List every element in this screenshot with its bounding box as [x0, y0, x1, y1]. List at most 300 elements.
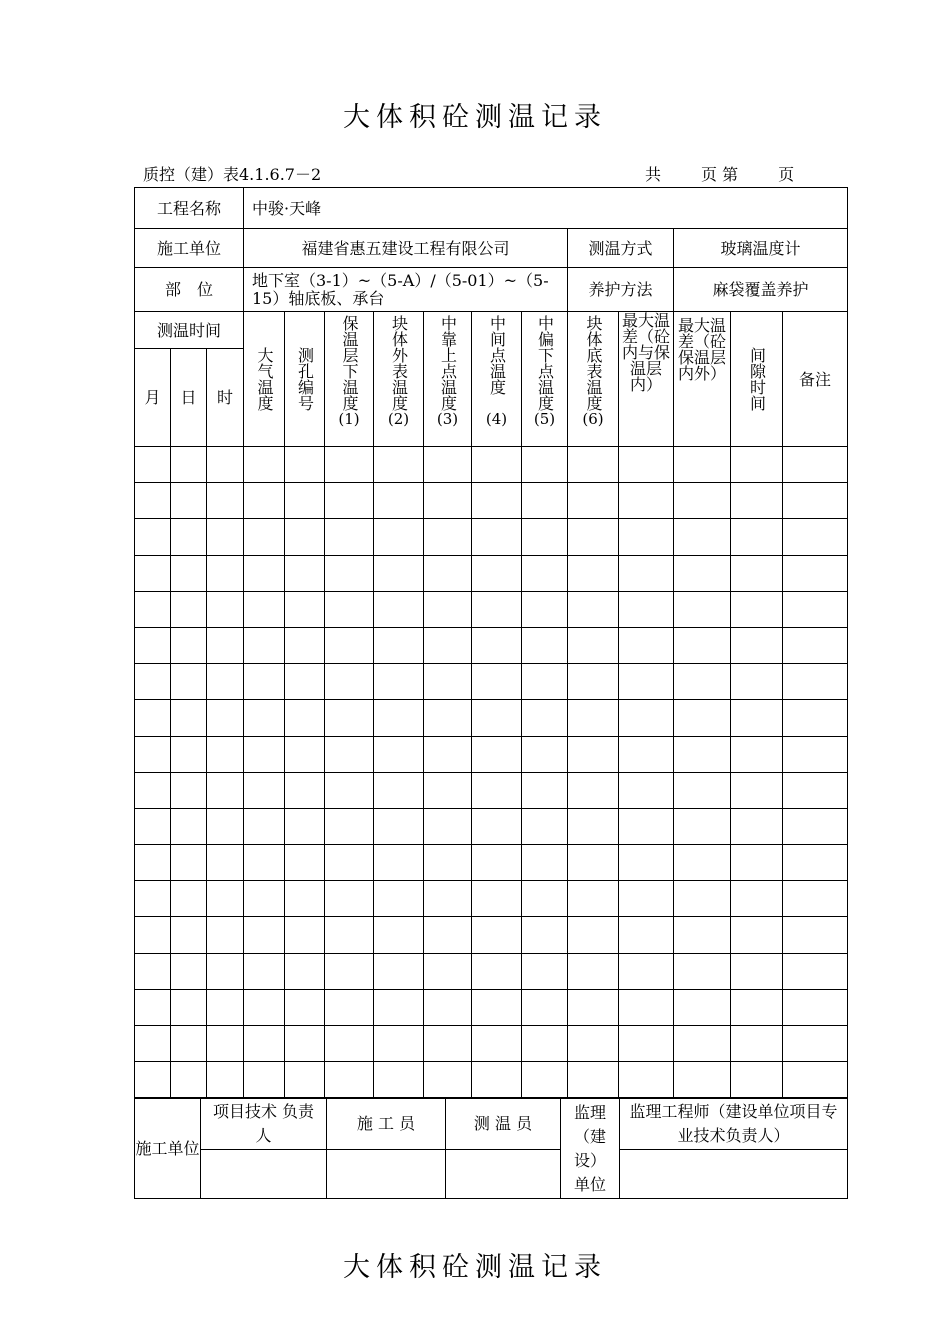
- table-cell[interactable]: [568, 627, 619, 663]
- table-cell[interactable]: [674, 591, 731, 627]
- table-cell[interactable]: [674, 989, 731, 1025]
- table-cell[interactable]: [424, 989, 472, 1025]
- table-cell[interactable]: [424, 1026, 472, 1062]
- table-cell[interactable]: [674, 953, 731, 989]
- table-cell[interactable]: [285, 700, 325, 736]
- table-cell[interactable]: [783, 483, 848, 519]
- table-cell[interactable]: [244, 1026, 285, 1062]
- table-cell[interactable]: [472, 881, 522, 917]
- table-cell[interactable]: [619, 700, 674, 736]
- table-cell[interactable]: [619, 627, 674, 663]
- table-cell[interactable]: [472, 664, 522, 700]
- table-cell[interactable]: [244, 1062, 285, 1098]
- table-cell[interactable]: [285, 917, 325, 953]
- table-cell[interactable]: [731, 772, 783, 808]
- table-cell[interactable]: [244, 555, 285, 591]
- table-cell[interactable]: [207, 1026, 244, 1062]
- table-cell[interactable]: [424, 483, 472, 519]
- table-cell[interactable]: [244, 700, 285, 736]
- table-cell[interactable]: [285, 881, 325, 917]
- table-cell[interactable]: [424, 953, 472, 989]
- table-cell[interactable]: [674, 519, 731, 555]
- table-cell[interactable]: [619, 591, 674, 627]
- table-cell[interactable]: [244, 917, 285, 953]
- table-cell[interactable]: [135, 808, 171, 844]
- table-cell[interactable]: [522, 664, 568, 700]
- table-cell[interactable]: [285, 845, 325, 881]
- table-cell[interactable]: [244, 808, 285, 844]
- table-cell[interactable]: [171, 483, 207, 519]
- table-row: [135, 1026, 848, 1062]
- table-cell[interactable]: [374, 736, 424, 772]
- table-row: [135, 447, 848, 483]
- table-cell[interactable]: [568, 700, 619, 736]
- table-cell[interactable]: [619, 519, 674, 555]
- table-cell[interactable]: [731, 845, 783, 881]
- table-cell[interactable]: [244, 989, 285, 1025]
- table-cell[interactable]: [568, 555, 619, 591]
- table-cell[interactable]: [619, 1026, 674, 1062]
- table-cell[interactable]: [171, 664, 207, 700]
- table-cell[interactable]: [374, 664, 424, 700]
- table-cell[interactable]: [374, 808, 424, 844]
- table-cell[interactable]: [325, 555, 374, 591]
- table-cell[interactable]: [171, 555, 207, 591]
- table-cell[interactable]: [522, 1062, 568, 1098]
- table-cell[interactable]: [325, 736, 374, 772]
- table-cell[interactable]: [374, 881, 424, 917]
- table-cell[interactable]: [325, 953, 374, 989]
- table-cell[interactable]: [207, 881, 244, 917]
- table-cell[interactable]: [783, 591, 848, 627]
- table-cell[interactable]: [285, 772, 325, 808]
- table-cell[interactable]: [472, 808, 522, 844]
- table-cell[interactable]: [325, 627, 374, 663]
- table-cell[interactable]: [424, 447, 472, 483]
- table-cell[interactable]: [674, 700, 731, 736]
- table-cell[interactable]: [171, 1026, 207, 1062]
- table-cell[interactable]: [244, 447, 285, 483]
- table-cell[interactable]: [472, 700, 522, 736]
- table-cell[interactable]: [731, 1026, 783, 1062]
- table-cell[interactable]: [244, 627, 285, 663]
- table-cell[interactable]: [207, 627, 244, 663]
- table-cell[interactable]: [674, 808, 731, 844]
- table-cell[interactable]: [731, 700, 783, 736]
- table-cell[interactable]: [171, 881, 207, 917]
- table-cell[interactable]: [285, 591, 325, 627]
- table-cell[interactable]: [674, 1062, 731, 1098]
- table-cell[interactable]: [171, 736, 207, 772]
- table-cell[interactable]: [522, 519, 568, 555]
- table-cell[interactable]: [783, 1026, 848, 1062]
- table-cell[interactable]: [244, 736, 285, 772]
- table-cell[interactable]: [285, 519, 325, 555]
- table-cell[interactable]: [325, 772, 374, 808]
- table-cell[interactable]: [568, 664, 619, 700]
- table-cell[interactable]: [472, 845, 522, 881]
- table-cell[interactable]: [207, 772, 244, 808]
- table-cell[interactable]: [568, 881, 619, 917]
- table-cell[interactable]: [207, 483, 244, 519]
- table-cell[interactable]: [783, 808, 848, 844]
- table-cell[interactable]: [424, 736, 472, 772]
- maxdiff-out-header: 最大温差（砼保温层内外）: [674, 312, 731, 447]
- table-cell[interactable]: [568, 519, 619, 555]
- table-cell[interactable]: [171, 1062, 207, 1098]
- table-cell[interactable]: [568, 736, 619, 772]
- table-cell[interactable]: [285, 627, 325, 663]
- table-cell[interactable]: [783, 881, 848, 917]
- table-cell[interactable]: [674, 627, 731, 663]
- table-cell[interactable]: [522, 627, 568, 663]
- table-cell[interactable]: [522, 845, 568, 881]
- table-cell[interactable]: [783, 736, 848, 772]
- page-nth-label: 第: [722, 165, 739, 184]
- table-cell[interactable]: [171, 772, 207, 808]
- table-cell[interactable]: [472, 1062, 522, 1098]
- table-cell[interactable]: [783, 917, 848, 953]
- table-cell[interactable]: [325, 447, 374, 483]
- table-cell[interactable]: [374, 627, 424, 663]
- table-cell[interactable]: [325, 519, 374, 555]
- table-cell[interactable]: [568, 1026, 619, 1062]
- table-cell[interactable]: [472, 772, 522, 808]
- table-cell[interactable]: [325, 664, 374, 700]
- table-cell[interactable]: [171, 519, 207, 555]
- table-cell[interactable]: [285, 555, 325, 591]
- table-cell[interactable]: [207, 700, 244, 736]
- table-cell[interactable]: [674, 664, 731, 700]
- table-cell[interactable]: [424, 591, 472, 627]
- table-cell[interactable]: [135, 989, 171, 1025]
- project-label: 工程名称: [135, 188, 244, 229]
- footer-measurer-sign[interactable]: [446, 1150, 561, 1199]
- table-cell[interactable]: [244, 483, 285, 519]
- table-cell[interactable]: [472, 989, 522, 1025]
- table-cell[interactable]: [619, 917, 674, 953]
- table-cell[interactable]: [171, 591, 207, 627]
- table-cell[interactable]: [522, 555, 568, 591]
- table-cell[interactable]: [619, 808, 674, 844]
- table-cell[interactable]: [135, 736, 171, 772]
- table-cell[interactable]: [731, 555, 783, 591]
- table-cell[interactable]: [783, 700, 848, 736]
- table-cell[interactable]: [135, 1026, 171, 1062]
- table-cell[interactable]: [171, 989, 207, 1025]
- table-cell[interactable]: [522, 917, 568, 953]
- table-cell[interactable]: [424, 627, 472, 663]
- table-cell[interactable]: [522, 483, 568, 519]
- table-cell[interactable]: [674, 555, 731, 591]
- table-cell[interactable]: [619, 953, 674, 989]
- table-cell[interactable]: [135, 700, 171, 736]
- table-cell[interactable]: [619, 483, 674, 519]
- table-cell[interactable]: [325, 483, 374, 519]
- table-cell[interactable]: [171, 808, 207, 844]
- table-cell[interactable]: [674, 845, 731, 881]
- table-cell[interactable]: [522, 808, 568, 844]
- curing-value: 麻袋覆盖养护: [674, 268, 848, 312]
- table-cell[interactable]: [783, 953, 848, 989]
- table-cell[interactable]: [424, 519, 472, 555]
- footer-worker-sign[interactable]: [327, 1150, 446, 1199]
- table-cell[interactable]: [568, 483, 619, 519]
- table-cell[interactable]: [472, 917, 522, 953]
- table-cell[interactable]: [171, 627, 207, 663]
- table-cell[interactable]: [285, 989, 325, 1025]
- time-header: 测温时间: [135, 312, 244, 349]
- table-cell[interactable]: [783, 555, 848, 591]
- table-cell[interactable]: [472, 555, 522, 591]
- table-cell[interactable]: [472, 447, 522, 483]
- table-cell[interactable]: [135, 591, 171, 627]
- table-cell[interactable]: [522, 1026, 568, 1062]
- table-cell[interactable]: [674, 917, 731, 953]
- table-cell[interactable]: [731, 917, 783, 953]
- table-row: [135, 1062, 848, 1098]
- table-cell[interactable]: [731, 447, 783, 483]
- table-cell[interactable]: [619, 447, 674, 483]
- table-cell[interactable]: [135, 519, 171, 555]
- table-cell[interactable]: [731, 1062, 783, 1098]
- table-cell[interactable]: [522, 700, 568, 736]
- table-cell[interactable]: [207, 845, 244, 881]
- table-cell[interactable]: [731, 736, 783, 772]
- table-cell[interactable]: [171, 845, 207, 881]
- table-cell[interactable]: [522, 447, 568, 483]
- table-cell[interactable]: [783, 519, 848, 555]
- table-cell[interactable]: [325, 1026, 374, 1062]
- table-cell[interactable]: [135, 555, 171, 591]
- table-cell[interactable]: [424, 772, 472, 808]
- footer-tech-lead-sign[interactable]: [201, 1150, 327, 1199]
- table-cell[interactable]: [568, 808, 619, 844]
- table-cell[interactable]: [783, 627, 848, 663]
- table-cell[interactable]: [522, 736, 568, 772]
- table-cell[interactable]: [325, 1062, 374, 1098]
- table-cell[interactable]: [374, 591, 424, 627]
- table-cell[interactable]: [568, 989, 619, 1025]
- table-cell[interactable]: [424, 555, 472, 591]
- table-cell[interactable]: [472, 627, 522, 663]
- table-cell[interactable]: [285, 736, 325, 772]
- table-cell[interactable]: [285, 953, 325, 989]
- table-cell[interactable]: [285, 1026, 325, 1062]
- table-cell[interactable]: [619, 881, 674, 917]
- table-cell[interactable]: [244, 772, 285, 808]
- table-cell[interactable]: [135, 483, 171, 519]
- table-cell[interactable]: [674, 447, 731, 483]
- table-cell[interactable]: [783, 845, 848, 881]
- table-cell[interactable]: [325, 591, 374, 627]
- table-cell[interactable]: [424, 881, 472, 917]
- table-cell[interactable]: [325, 808, 374, 844]
- table-cell[interactable]: [285, 1062, 325, 1098]
- table-cell[interactable]: [135, 845, 171, 881]
- table-cell[interactable]: [619, 845, 674, 881]
- table-cell[interactable]: [783, 447, 848, 483]
- table-cell[interactable]: [374, 447, 424, 483]
- table-cell[interactable]: [244, 845, 285, 881]
- table-cell[interactable]: [374, 1062, 424, 1098]
- table-row: [135, 483, 848, 519]
- table-cell[interactable]: [731, 953, 783, 989]
- table-cell[interactable]: [568, 591, 619, 627]
- table-cell[interactable]: [135, 917, 171, 953]
- table-cell[interactable]: [424, 700, 472, 736]
- footer-engineer-sign[interactable]: [620, 1150, 848, 1199]
- table-cell[interactable]: [674, 1026, 731, 1062]
- table-cell[interactable]: [731, 881, 783, 917]
- table-cell[interactable]: [207, 1062, 244, 1098]
- table-cell[interactable]: [568, 772, 619, 808]
- footer-measurer-label: 测 温 员: [446, 1099, 561, 1150]
- table-cell[interactable]: [244, 953, 285, 989]
- location-value: 地下室（3-1）~（5-A）/（5-01）~（5-15）轴底板、承台: [244, 268, 568, 312]
- footer-engineer-label: 监理工程师（建设单位项目专业技术负责人）: [620, 1099, 848, 1150]
- table-cell[interactable]: [568, 917, 619, 953]
- table-cell[interactable]: [207, 736, 244, 772]
- table-cell[interactable]: [783, 664, 848, 700]
- table-cell[interactable]: [207, 447, 244, 483]
- table-cell[interactable]: [674, 483, 731, 519]
- table-cell[interactable]: [207, 591, 244, 627]
- table-cell[interactable]: [374, 483, 424, 519]
- table-cell[interactable]: [374, 555, 424, 591]
- table-cell[interactable]: [424, 917, 472, 953]
- table-cell[interactable]: [731, 664, 783, 700]
- table-cell[interactable]: [171, 447, 207, 483]
- table-cell[interactable]: [674, 736, 731, 772]
- table-cell[interactable]: [619, 772, 674, 808]
- month-header: 月: [135, 349, 171, 447]
- table-cell[interactable]: [472, 519, 522, 555]
- table-cell[interactable]: [374, 989, 424, 1025]
- table-row: [135, 953, 848, 989]
- table-cell[interactable]: [424, 808, 472, 844]
- table-cell[interactable]: [472, 591, 522, 627]
- c6-header: 块体底表温度 (6): [568, 312, 619, 447]
- table-cell[interactable]: [424, 845, 472, 881]
- table-cell[interactable]: [522, 881, 568, 917]
- table-cell[interactable]: [171, 953, 207, 989]
- table-cell[interactable]: [374, 953, 424, 989]
- table-cell[interactable]: [472, 736, 522, 772]
- table-cell[interactable]: [731, 808, 783, 844]
- table-cell[interactable]: [568, 953, 619, 989]
- table-cell[interactable]: [619, 1062, 674, 1098]
- table-cell[interactable]: [135, 953, 171, 989]
- table-cell[interactable]: [731, 989, 783, 1025]
- table-cell[interactable]: [135, 447, 171, 483]
- table-cell[interactable]: [207, 917, 244, 953]
- table-cell[interactable]: [135, 664, 171, 700]
- table-cell[interactable]: [135, 1062, 171, 1098]
- table-cell[interactable]: [325, 917, 374, 953]
- table-cell[interactable]: [619, 989, 674, 1025]
- table-cell[interactable]: [374, 772, 424, 808]
- table-cell[interactable]: [207, 953, 244, 989]
- table-cell[interactable]: [674, 772, 731, 808]
- table-cell[interactable]: [522, 591, 568, 627]
- table-cell[interactable]: [207, 519, 244, 555]
- table-cell[interactable]: [285, 808, 325, 844]
- table-cell[interactable]: [325, 989, 374, 1025]
- table-cell[interactable]: [731, 591, 783, 627]
- table-row: [135, 664, 848, 700]
- table-cell[interactable]: [207, 808, 244, 844]
- table-cell[interactable]: [207, 664, 244, 700]
- table-cell[interactable]: [472, 483, 522, 519]
- table-cell[interactable]: [285, 483, 325, 519]
- table-row: [135, 808, 848, 844]
- table-cell[interactable]: [731, 627, 783, 663]
- table-cell[interactable]: [207, 555, 244, 591]
- table-cell[interactable]: [325, 700, 374, 736]
- table-cell[interactable]: [135, 627, 171, 663]
- contractor-value: 福建省惠五建设工程有限公司: [244, 229, 568, 268]
- table-cell[interactable]: [244, 664, 285, 700]
- table-cell[interactable]: [135, 772, 171, 808]
- table-cell[interactable]: [783, 989, 848, 1025]
- table-cell[interactable]: [674, 881, 731, 917]
- table-row: [135, 845, 848, 881]
- table-cell[interactable]: [619, 555, 674, 591]
- table-cell[interactable]: [568, 845, 619, 881]
- table-row: [135, 736, 848, 772]
- table-cell[interactable]: [374, 1026, 424, 1062]
- table-cell[interactable]: [374, 519, 424, 555]
- data-rows: [135, 447, 848, 1098]
- table-cell[interactable]: [325, 845, 374, 881]
- table-cell[interactable]: [135, 881, 171, 917]
- table-cell[interactable]: [207, 989, 244, 1025]
- table-cell[interactable]: [171, 917, 207, 953]
- table-cell[interactable]: [374, 845, 424, 881]
- table-cell[interactable]: [783, 1062, 848, 1098]
- table-cell[interactable]: [522, 772, 568, 808]
- table-cell[interactable]: [285, 447, 325, 483]
- table-cell[interactable]: [568, 1062, 619, 1098]
- table-cell[interactable]: [325, 881, 374, 917]
- table-cell[interactable]: [522, 989, 568, 1025]
- interval-header: 间隙时间: [731, 312, 783, 447]
- table-cell[interactable]: [244, 591, 285, 627]
- table-cell[interactable]: [619, 736, 674, 772]
- table-cell[interactable]: [285, 664, 325, 700]
- table-cell[interactable]: [472, 953, 522, 989]
- table-row: [135, 591, 848, 627]
- table-cell[interactable]: [424, 664, 472, 700]
- table-cell[interactable]: [783, 772, 848, 808]
- table-cell[interactable]: [472, 1026, 522, 1062]
- table-cell[interactable]: [522, 953, 568, 989]
- table-cell[interactable]: [619, 664, 674, 700]
- table-cell[interactable]: [731, 483, 783, 519]
- table-cell[interactable]: [731, 519, 783, 555]
- table-cell[interactable]: [244, 881, 285, 917]
- table-cell[interactable]: [374, 917, 424, 953]
- table-cell[interactable]: [171, 700, 207, 736]
- page-label: 页: [701, 165, 718, 184]
- hour-header: 时: [207, 349, 244, 447]
- table-cell[interactable]: [424, 1062, 472, 1098]
- table-cell[interactable]: [244, 519, 285, 555]
- table-cell[interactable]: [568, 447, 619, 483]
- table-cell[interactable]: [374, 700, 424, 736]
- table-row: [135, 555, 848, 591]
